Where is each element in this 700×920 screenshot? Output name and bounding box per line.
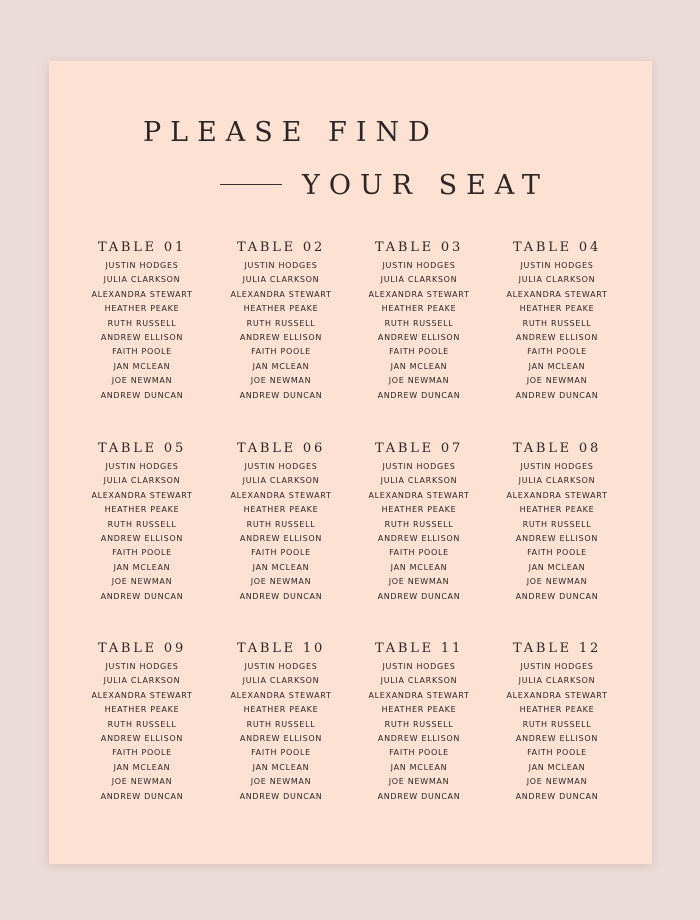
- guest-name: JOE NEWMAN: [111, 777, 173, 787]
- guest-name: RUTH RUSSELL: [107, 318, 177, 328]
- guest-name: JUSTIN HODGES: [382, 261, 456, 270]
- table-block: [73, 440, 211, 604]
- table-block: [488, 440, 626, 604]
- guest-list: [212, 259, 350, 403]
- guest-name: JOE NEWMAN: [388, 577, 450, 587]
- table-heading: TABLE 07: [374, 441, 464, 456]
- guest-name: ALEXANDRA STEWART: [91, 490, 193, 500]
- guest-name: JAN MCLEAN: [113, 562, 171, 572]
- guest-name: ALEXANDRA STEWART: [368, 289, 470, 299]
- guest-name: JAN MCLEAN: [252, 762, 310, 772]
- guest-name: ALEXANDRA STEWART: [506, 289, 608, 299]
- guest-name: JAN MCLEAN: [390, 562, 448, 572]
- guest-name: ALEXANDRA STEWART: [230, 289, 332, 299]
- guest-name: ANDREW DUNCAN: [100, 791, 184, 801]
- guest-name: FAITH POOLE: [251, 548, 311, 558]
- guest-list: [488, 660, 626, 804]
- guest-name: JULIA CLARKSON: [518, 476, 596, 486]
- table-heading: TABLE 12: [512, 641, 602, 656]
- guest-name: JUSTIN HODGES: [105, 662, 179, 671]
- guest-name: JUSTIN HODGES: [244, 662, 318, 671]
- guest-name: JAN MCLEAN: [390, 762, 448, 772]
- guest-name: JAN MCLEAN: [528, 361, 586, 371]
- table-block: [73, 239, 211, 403]
- guest-name: ALEXANDRA STEWART: [230, 490, 332, 500]
- guest-name: RUTH RUSSELL: [522, 719, 592, 729]
- guest-name: JULIA CLARKSON: [103, 676, 181, 686]
- guest-name: JUSTIN HODGES: [382, 462, 456, 471]
- guest-name: JOE NEWMAN: [111, 376, 173, 386]
- guest-name: JULIA CLARKSON: [242, 275, 320, 285]
- guest-name: JAN MCLEAN: [390, 361, 448, 371]
- guest-name: ANDREW DUNCAN: [100, 390, 184, 400]
- guest-name: JULIA CLARKSON: [380, 275, 458, 285]
- guest-name: HEATHER PEAKE: [381, 304, 457, 314]
- guest-name: ALEXANDRA STEWART: [91, 289, 193, 299]
- guest-name: JUSTIN HODGES: [382, 662, 456, 671]
- guest-name: JUSTIN HODGES: [520, 462, 594, 471]
- guest-name: HEATHER PEAKE: [243, 505, 319, 515]
- seating-chart-card: [49, 61, 652, 864]
- guest-name: FAITH POOLE: [112, 748, 172, 758]
- guest-name: JAN MCLEAN: [113, 361, 171, 371]
- guest-list: [350, 259, 488, 403]
- guest-name: JOE NEWMAN: [250, 577, 312, 587]
- guest-name: JAN MCLEAN: [113, 762, 171, 772]
- guest-name: JULIA CLARKSON: [242, 676, 320, 686]
- tables-grid: [49, 61, 652, 864]
- table-block: [350, 440, 488, 604]
- guest-name: ANDREW ELLISON: [515, 332, 599, 342]
- guest-name: RUTH RUSSELL: [107, 719, 177, 729]
- guest-name: HEATHER PEAKE: [519, 705, 595, 715]
- guest-name: FAITH POOLE: [527, 748, 587, 758]
- guest-name: FAITH POOLE: [112, 548, 172, 558]
- guest-name: ANDREW ELLISON: [515, 533, 599, 543]
- title-line-1: PLEASE FIND: [143, 117, 439, 148]
- guest-name: ANDREW ELLISON: [239, 332, 323, 342]
- guest-name: ALEXANDRA STEWART: [506, 690, 608, 700]
- guest-name: JOE NEWMAN: [388, 376, 450, 386]
- guest-name: FAITH POOLE: [251, 748, 311, 758]
- guest-name: HEATHER PEAKE: [381, 705, 457, 715]
- guest-name: JULIA CLARKSON: [518, 275, 596, 285]
- guest-name: JULIA CLARKSON: [242, 476, 320, 486]
- guest-name: FAITH POOLE: [251, 347, 311, 357]
- guest-name: FAITH POOLE: [389, 748, 449, 758]
- guest-name: ANDREW DUNCAN: [515, 390, 599, 400]
- guest-name: HEATHER PEAKE: [519, 505, 595, 515]
- table-block: [212, 640, 350, 804]
- guest-name: ALEXANDRA STEWART: [506, 490, 608, 500]
- guest-name: RUTH RUSSELL: [384, 719, 454, 729]
- guest-name: ANDREW ELLISON: [377, 533, 461, 543]
- guest-name: ANDREW DUNCAN: [377, 591, 461, 601]
- guest-name: HEATHER PEAKE: [104, 304, 180, 314]
- guest-name: FAITH POOLE: [527, 548, 587, 558]
- guest-name: JULIA CLARKSON: [103, 275, 181, 285]
- guest-name: FAITH POOLE: [112, 347, 172, 357]
- guest-name: ALEXANDRA STEWART: [230, 690, 332, 700]
- guest-name: RUTH RUSSELL: [522, 318, 592, 328]
- table-block: [350, 239, 488, 403]
- guest-name: HEATHER PEAKE: [381, 505, 457, 515]
- table-block: [350, 640, 488, 804]
- table-heading: TABLE 05: [97, 441, 187, 456]
- table-block: [212, 239, 350, 403]
- guest-name: ANDREW DUNCAN: [515, 591, 599, 601]
- guest-name: ANDREW ELLISON: [100, 533, 184, 543]
- guest-name: JUSTIN HODGES: [105, 261, 179, 270]
- guest-name: JUSTIN HODGES: [520, 662, 594, 671]
- guest-name: ANDREW ELLISON: [515, 733, 599, 743]
- guest-name: HEATHER PEAKE: [519, 304, 595, 314]
- guest-name: HEATHER PEAKE: [243, 304, 319, 314]
- table-block: [488, 640, 626, 804]
- guest-list: [488, 460, 626, 604]
- guest-name: RUTH RUSSELL: [107, 519, 177, 529]
- table-block: [73, 640, 211, 804]
- guest-name: JOE NEWMAN: [526, 777, 588, 787]
- table-heading: TABLE 06: [236, 441, 326, 456]
- table-heading: TABLE 02: [236, 240, 326, 255]
- guest-name: ANDREW ELLISON: [239, 533, 323, 543]
- guest-name: JOE NEWMAN: [526, 376, 588, 386]
- guest-name: JOE NEWMAN: [526, 577, 588, 587]
- table-heading: TABLE 03: [374, 240, 464, 255]
- guest-name: ANDREW DUNCAN: [100, 591, 184, 601]
- guest-name: JULIA CLARKSON: [380, 476, 458, 486]
- guest-name: ANDREW ELLISON: [100, 733, 184, 743]
- guest-name: RUTH RUSSELL: [522, 519, 592, 529]
- guest-name: RUTH RUSSELL: [246, 719, 316, 729]
- guest-name: ANDREW ELLISON: [377, 332, 461, 342]
- title-line-2: YOUR SEAT: [302, 170, 549, 201]
- guest-name: JOE NEWMAN: [250, 777, 312, 787]
- guest-name: JAN MCLEAN: [528, 562, 586, 572]
- guest-name: HEATHER PEAKE: [243, 705, 319, 715]
- guest-name: ANDREW ELLISON: [377, 733, 461, 743]
- guest-name: ANDREW DUNCAN: [239, 791, 323, 801]
- guest-name: RUTH RUSSELL: [384, 318, 454, 328]
- guest-name: ANDREW DUNCAN: [515, 791, 599, 801]
- guest-list: [212, 460, 350, 604]
- guest-name: JULIA CLARKSON: [380, 676, 458, 686]
- guest-name: ALEXANDRA STEWART: [368, 490, 470, 500]
- guest-list: [212, 660, 350, 804]
- guest-list: [350, 460, 488, 604]
- guest-name: JULIA CLARKSON: [103, 476, 181, 486]
- guest-name: ANDREW DUNCAN: [239, 390, 323, 400]
- guest-list: [73, 660, 211, 804]
- guest-name: JAN MCLEAN: [252, 562, 310, 572]
- guest-name: JULIA CLARKSON: [518, 676, 596, 686]
- guest-name: JOE NEWMAN: [111, 577, 173, 587]
- guest-name: RUTH RUSSELL: [384, 519, 454, 529]
- guest-name: ANDREW DUNCAN: [377, 390, 461, 400]
- guest-list: [73, 460, 211, 604]
- guest-name: HEATHER PEAKE: [104, 505, 180, 515]
- table-heading: TABLE 11: [374, 641, 464, 656]
- guest-name: JUSTIN HODGES: [244, 261, 318, 270]
- guest-list: [350, 660, 488, 804]
- guest-name: JOE NEWMAN: [388, 777, 450, 787]
- guest-name: HEATHER PEAKE: [104, 705, 180, 715]
- guest-list: [488, 259, 626, 403]
- table-block: [212, 440, 350, 604]
- guest-name: RUTH RUSSELL: [246, 519, 316, 529]
- table-heading: TABLE 04: [512, 240, 602, 255]
- guest-list: [73, 259, 211, 403]
- guest-name: JUSTIN HODGES: [244, 462, 318, 471]
- guest-name: ANDREW ELLISON: [100, 332, 184, 342]
- table-heading: TABLE 01: [97, 240, 187, 255]
- guest-name: ANDREW ELLISON: [239, 733, 323, 743]
- table-block: [488, 239, 626, 403]
- guest-name: ALEXANDRA STEWART: [91, 690, 193, 700]
- table-heading: TABLE 10: [236, 641, 326, 656]
- guest-name: ALEXANDRA STEWART: [368, 690, 470, 700]
- guest-name: JOE NEWMAN: [250, 376, 312, 386]
- guest-name: JAN MCLEAN: [528, 762, 586, 772]
- guest-name: JUSTIN HODGES: [105, 462, 179, 471]
- guest-name: ANDREW DUNCAN: [377, 791, 461, 801]
- guest-name: FAITH POOLE: [389, 347, 449, 357]
- guest-name: RUTH RUSSELL: [246, 318, 316, 328]
- guest-name: ANDREW DUNCAN: [239, 591, 323, 601]
- guest-name: JAN MCLEAN: [252, 361, 310, 371]
- guest-name: FAITH POOLE: [527, 347, 587, 357]
- guest-name: FAITH POOLE: [389, 548, 449, 558]
- table-heading: TABLE 09: [97, 641, 187, 656]
- guest-name: JUSTIN HODGES: [520, 261, 594, 270]
- table-heading: TABLE 08: [512, 441, 602, 456]
